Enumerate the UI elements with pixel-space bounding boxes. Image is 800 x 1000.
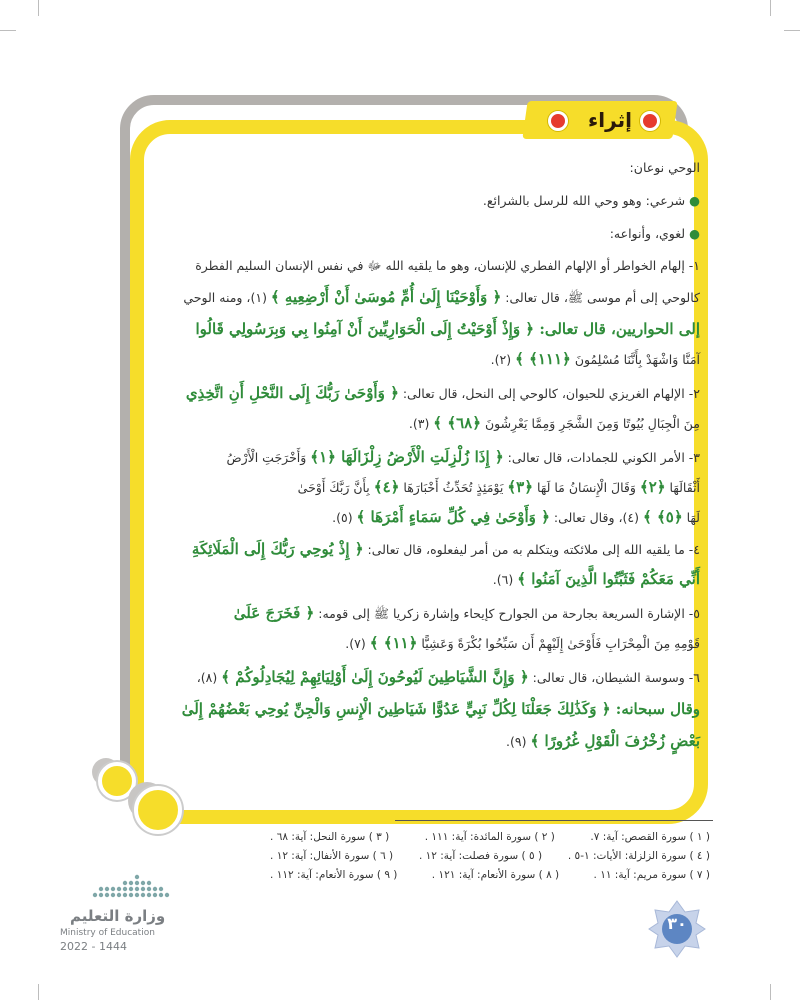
text-line: ٦- وسوسة الشيطان، قال تعالى: ﴿ وَإِنَّ الشَّيَاطِينَ لَيُوحُونَ إِلَىٰ أَوْلِيَائِهِمْ لِيُجَادِلُوكُمْ ﴾ (٨)،: [196, 668, 700, 686]
footnote-row: [270, 866, 710, 885]
footnote: ( ٢ ) سورة المائدة: آية: ١١١ .: [424, 831, 555, 843]
intro-text: الوحي نوعان:: [629, 160, 700, 175]
text-line: وقال سبحانه: ﴿ وَكَذَٰلِكَ جَعَلْنَا لِكُلِّ نَبِيٍّ عَدُوًّا شَيَاطِينَ الْإِنسِ وَالْجِنِّ يُوحِي بَعْضُهُمْ إِلَىٰ: [181, 700, 700, 718]
footnote: ( ٤ ) سورة الزلزلة: الأيات: ١-٥ .: [567, 850, 710, 862]
dot-icon: [548, 111, 568, 131]
text-line: أَنِّي مَعَكُمْ فَثَبِّتُوا الَّذِينَ آمَنُوا ﴾ (٦).: [492, 570, 700, 588]
footnote: ( ٥ ) سورة فصلت: آية: ١٢ .: [418, 850, 543, 862]
text-line: كالوحي إلى أم موسى ﷺ، قال تعالى: ﴿ وَأَوْحَيْنَا إِلَىٰ أُمِّ مُوسَىٰ أَنْ أَرْضِعِيهِ ﴾ (١)، ومنه الوحي: [183, 288, 700, 306]
bullet-icon: ●: [689, 226, 700, 241]
text-line: ١- إلهام الخواطر أو الإلهام الفطري للإنسان، وهو ما يلقيه الله ﷻ في نفس الإنسان السليم الفطرة: [195, 258, 700, 273]
footnote: ( ١ ) سورة القصص: آية: ٧.: [590, 831, 710, 843]
footnote: ( ٨ ) سورة الأنعام: آية: ١٢١ .: [431, 869, 560, 881]
text-line: ٢- الإلهام الغريزي للحيوان، كالوحي إلى النحل، قال تعالى: ﴿ وَأَوْحَىٰ رَبُّكَ إِلَى النَّحْلِ أَنِ اتَّخِذِي: [185, 384, 700, 402]
text-line: لَهَا ﴿٥﴾ ﴾ (٤)، وقال تعالى: ﴿ وَأَوْحَىٰ فِي كُلِّ سَمَاءٍ أَمْرَهَا ﴾ (٥).: [332, 508, 700, 526]
footnote: ( ٩ ) سورة الأنعام: آية: ١١٢ .: [270, 869, 398, 881]
section-title: إثراء: [588, 108, 632, 132]
ministry-name-ar: وزارة التعليم: [70, 907, 166, 925]
crop-mark: [770, 0, 771, 16]
text-line: ٤- ما يلقيه الله إلى ملائكته ويتكلم به من أمر ليفعلوه، قال تعالى: ﴿ إِذْ يُوحِي رَبُّكَ إِلَى الْمَلَائِكَةِ: [191, 540, 700, 558]
page-number: ٣٠: [667, 914, 687, 933]
footnote-row: [270, 847, 710, 866]
footnotes: [270, 828, 710, 885]
text-line: بَعْضٍ زُخْرُفَ الْقَوْلِ غُرُورًا ﴾ (٩).: [506, 732, 700, 750]
text-line: ٣- الأمر الكوني للجمادات، قال تعالى: ﴿ إِذَا زُلْزِلَتِ الْأَرْضُ زِلْزَالَهَا ﴿١﴾ وَأَخْرَجَتِ الْأَرْضُ: [226, 448, 700, 466]
text-line: أَثْقَالَهَا ﴿٢﴾ وَقَالَ الْإِنسَانُ مَا لَهَا ﴿٣﴾ يَوْمَئِذٍ تُحَدِّثُ أَخْبَارَهَا ﴿٤﴾ بِأَنَّ رَبَّكَ أَوْحَىٰ: [297, 478, 700, 496]
type-item: ● شرعي: وهو وحي الله للرسل بالشرائع.: [482, 193, 700, 208]
text-line: مِنَ الْجِبَالِ بُيُوتًا وَمِنَ الشَّجَرِ وَمِمَّا يَعْرِشُونَ ﴿٦٨﴾ ﴾ (٣).: [408, 414, 700, 432]
type-item: ● لغوي، وأنواعه:: [609, 226, 700, 241]
footnote: ( ٦ ) سورة الأنفال: آية: ١٢ .: [270, 850, 394, 862]
ministry-name-en: Ministry of Education: [60, 928, 155, 938]
dot-icon: [640, 111, 660, 131]
footnote: ( ٣ ) سورة النحل: آية: ٦٨ .: [270, 831, 390, 843]
bullet-icon: ●: [689, 193, 700, 208]
edition-year: 2022 - 1444: [60, 940, 127, 953]
text-line: آمَنَّا وَاشْهَدْ بِأَنَّنَا مُسْلِمُونَ ﴿١١١﴾ ﴾ (٢).: [490, 350, 700, 368]
text-line: إلى الحواريين، قال تعالى: ﴿ وَإِذْ أَوْحَيْتُ إِلَى الْحَوَارِيِّينَ أَنْ آمِنُوا بِي وَبِرَسُولِي قَالُوا: [195, 320, 700, 338]
footnote-row: [270, 828, 710, 847]
crop-mark: [770, 984, 771, 1000]
footnote-divider: [395, 820, 713, 821]
crop-mark: [0, 30, 16, 31]
crop-mark: [38, 984, 39, 1000]
crop-mark: [784, 30, 800, 31]
crop-mark: [38, 0, 39, 16]
text-line: ٥- الإشارة السريعة بجارحة من الجوارح كإيحاء وإشارة زكريا ﷺ إلى قومه: ﴿ فَخَرَجَ عَلَىٰ: [233, 604, 700, 622]
decor-circle: [134, 786, 182, 834]
text-line: قَوْمِهِ مِنَ الْمِحْرَابِ فَأَوْحَىٰ إِلَيْهِمْ أَن سَبِّحُوا بُكْرَةً وَعَشِيًّا ﴿١١﴾ ﴾ (٧).: [345, 634, 700, 652]
footnote: ( ٧ ) سورة مريم: آية: ١١ .: [593, 869, 710, 881]
ministry-logo-icon: [85, 865, 175, 905]
